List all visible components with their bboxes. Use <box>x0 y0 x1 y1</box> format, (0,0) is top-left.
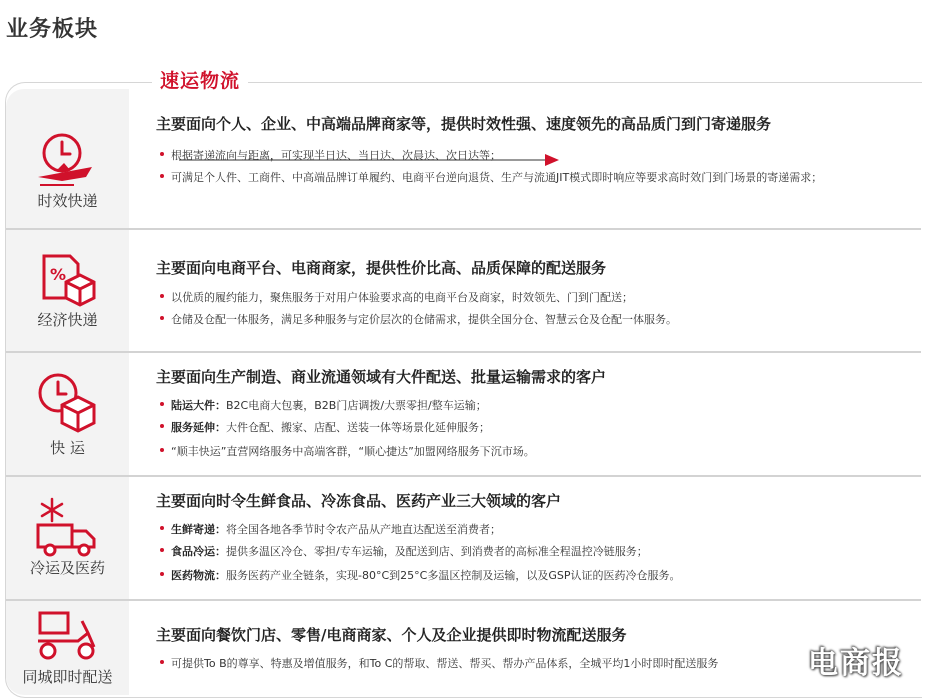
watermark: 电商报 <box>808 646 904 681</box>
panel-same-city-label: 同城即时配送 <box>22 668 113 686</box>
clock-box-icon <box>34 369 98 433</box>
panel-same-city <box>6 601 921 695</box>
panel-cold-chain-headline: 主要面向时令生鲜食品、冷冻食品、医药产业三大领域的客户 <box>156 492 562 510</box>
list-item: 生鲜寄递：将全国各地各季节时令农产品从产地直达配送至消费者； <box>160 519 501 541</box>
panel-economy-sidebar <box>6 230 129 351</box>
panel-freight-sidebar <box>6 353 129 475</box>
panel-same-city-headline: 主要面向餐饮门店、零售/电商商家、个人及企业提供即时物流配送服务 <box>156 626 627 644</box>
panel-economy-label: 经济快递 <box>37 311 98 329</box>
list-item: 可提供To B的尊享、特惠及增值服务，和To C的帮取、帮送、帮买、帮办产品体系，全城平均1小时即时配送服务 <box>160 653 718 675</box>
page-title: 业务板块 <box>6 17 99 42</box>
panel-same-city-sidebar <box>6 601 129 695</box>
panel-express-headline: 主要面向个人、企业、中高端品牌商家等，提供时效性强、速度领先的高品质门到门寄递服务 <box>156 115 772 133</box>
clock-plane-icon <box>34 127 98 191</box>
list-item: 医药物流：服务医药产业全链条，实现-80°C到25°C多温区控制及运输，以及GSP认证的医药冷仓服务。 <box>160 565 680 587</box>
section-title: 速运物流 <box>152 66 248 93</box>
scooter-icon <box>34 607 98 661</box>
list-item: 以优质的履约能力，聚焦服务于对用户体验要求高的电商平台及商家，时效领先、门到门配送； <box>160 287 633 309</box>
list-item: 陆运大件：B2C电商大包裹，B2B门店调拨/大票零担/整车运输； <box>160 395 487 417</box>
panel-freight <box>6 353 921 475</box>
panel-freight-label: 快 运 <box>50 439 85 457</box>
list-item: 食品冷运：提供多温区冷仓、零担/专车运输，及配送到店、到消费者的高标准全程温控冷链服务； <box>160 541 648 563</box>
list-item: 仓储及仓配一体服务，满足多种服务与定价层次的仓储需求，提供全国分仓、智慧云仓及仓配一体服务。 <box>160 309 677 331</box>
panel-cold-chain-label: 冷运及医药 <box>29 559 105 577</box>
arrow-annotation <box>179 154 559 166</box>
panel-economy-headline: 主要面向电商平台、电商商家，提供性价比高、品质保障的配送服务 <box>156 259 607 277</box>
list-item: 根据寄递流向与距离，可实现半日达、当日达、次晨达、次日达等； <box>160 145 501 167</box>
panel-cold-chain <box>6 477 921 599</box>
discount-box-icon <box>34 248 98 312</box>
list-item: “顺丰快运”直营网络服务中高端客群，“顺心捷达”加盟网络服务下沉市场。 <box>160 441 535 463</box>
panel-economy <box>6 230 921 351</box>
list-item: 服务延伸：大件仓配、搬家、店配、送装一体等场景化延伸服务； <box>160 417 490 439</box>
list-item: 可满足个人件、工商件、中高端品牌订单履约、电商平台逆向退货、生产与流通JIT模式即时响应等要求高时效门到门场景的寄递需求； <box>160 167 890 189</box>
snowflake-truck-icon <box>34 495 98 559</box>
panel-cold-chain-sidebar <box>6 477 129 599</box>
panel-freight-headline: 主要面向生产制造、商业流通领域有大件配送、批量运输需求的客户 <box>156 368 607 386</box>
panel-express-label: 时效快递 <box>37 192 98 210</box>
panel-express-sidebar <box>6 89 129 228</box>
svg-text:%: % <box>50 265 67 284</box>
